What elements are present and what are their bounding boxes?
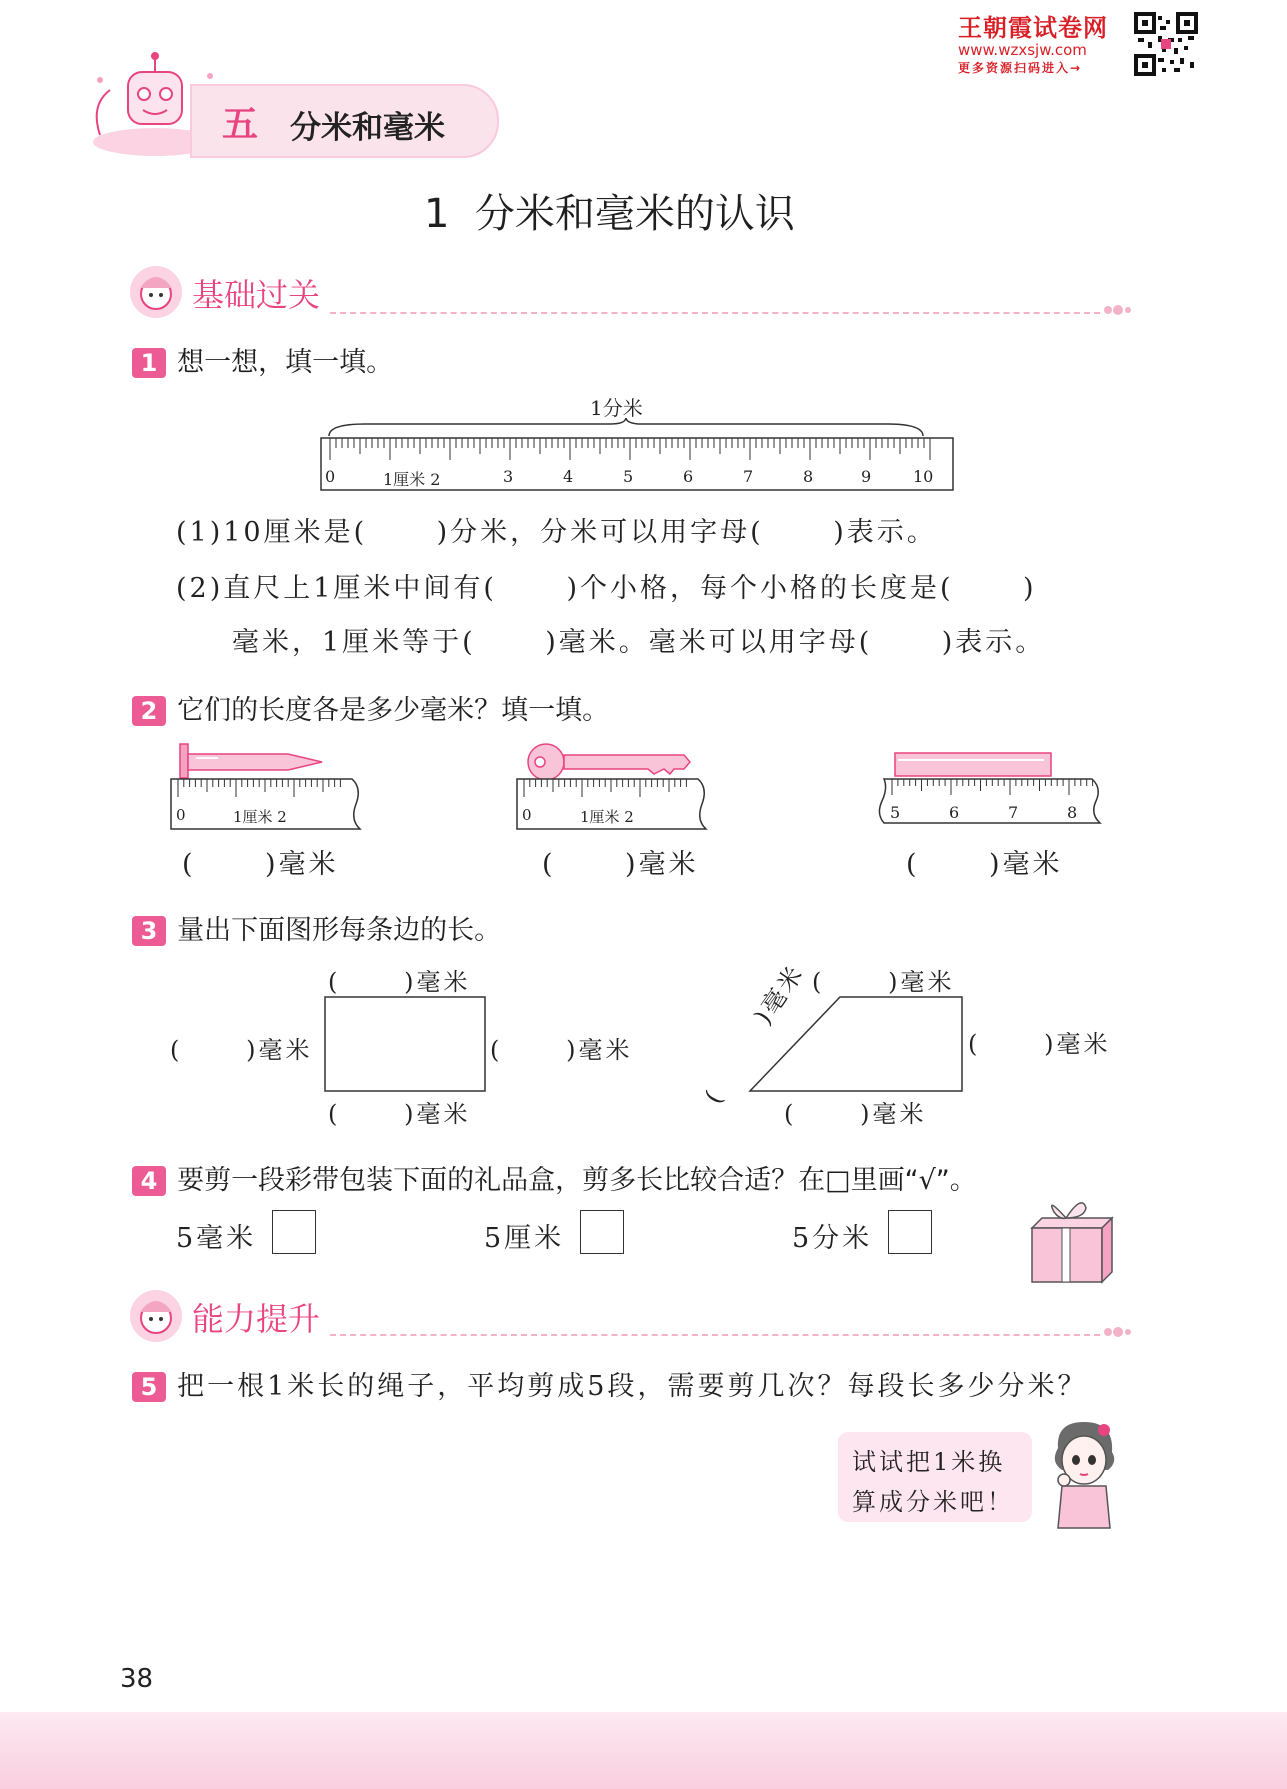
- question-3-header: [132, 908, 501, 947]
- ruler-c-label-5: 5: [890, 803, 901, 822]
- hint-line-2: 算成分米吧！: [852, 1488, 1014, 1516]
- para-corner-mark: (: [698, 1083, 730, 1109]
- question-number: 5: [132, 1372, 166, 1402]
- question-2-header: [132, 688, 609, 727]
- question-5-header: [132, 1364, 1087, 1403]
- rect-bottom-label: ( )毫米: [328, 1100, 471, 1128]
- divider-dots-icon: [1102, 1322, 1132, 1342]
- lesson-title: 1 分米和毫米的认识: [424, 191, 795, 237]
- question-4-header: [132, 1158, 977, 1197]
- rect-top-label: ( )毫米: [328, 968, 471, 996]
- ruler-tick-6: 6: [683, 467, 694, 486]
- question-1-header: [132, 340, 393, 379]
- option-5mm-checkbox[interactable]: [272, 1210, 316, 1254]
- option-5cm-checkbox[interactable]: [580, 1210, 624, 1254]
- q1-fill-line-3: 毫米，1厘米等于( )毫米。毫米可以用字母( )表示。: [232, 627, 1046, 658]
- option-5dm-label: 5分米: [792, 1223, 873, 1254]
- footer-band: [0, 1712, 1287, 1789]
- question-number: 1: [132, 348, 166, 378]
- girl-thinking-illustration: [1040, 1418, 1124, 1536]
- q1-fill-line-2: (2)直尺上1厘米中间有( )个小格，每个小格的长度是( ): [176, 573, 1037, 604]
- ruler-tick-0: 0: [325, 467, 336, 486]
- brand-name: 王朝霞试卷网: [958, 14, 1108, 42]
- student-avatar-icon: [128, 1288, 184, 1344]
- section-advanced-divider: [330, 1334, 1100, 1338]
- rect-left-label: ( )毫米: [170, 1036, 313, 1064]
- question-text: 想一想，填一填。: [177, 347, 394, 378]
- rect-right-label: ( )毫米: [490, 1036, 633, 1064]
- unit-title: 分米和毫米: [290, 110, 445, 146]
- option-5cm-label: 5厘米: [484, 1223, 565, 1254]
- question-text: 把一根1米长的绳子，平均剪成5段，需要剪几次？每段长多少分米？: [177, 1371, 1088, 1402]
- ruler-b-label-1: 1厘米 2: [580, 808, 634, 826]
- ruler-length-label: 1分米: [590, 396, 643, 420]
- question-text: 要剪一段彩带包装下面的礼品盒，剪多长比较合适？在□里画“√”。: [177, 1165, 977, 1196]
- question-text: 它们的长度各是多少毫米？填一填。: [177, 695, 610, 726]
- hint-bubble: [838, 1432, 1032, 1522]
- brand-logo: [958, 8, 1128, 76]
- ruler-c-label-7: 7: [1008, 803, 1019, 822]
- ruler-c-label-8: 8: [1067, 803, 1078, 822]
- para-slant-label: )毫米: [748, 959, 810, 1030]
- ruler-b-label-0: 0: [522, 806, 532, 824]
- q1-fill-line-1: (1)10厘米是( )分米，分米可以用字母( )表示。: [176, 517, 937, 548]
- question-number: 4: [132, 1166, 166, 1196]
- q2-answer-a: ( )毫米: [182, 849, 339, 880]
- nail-illustration: [178, 742, 328, 782]
- question-number: 2: [132, 696, 166, 726]
- para-top-label: ( )毫米: [812, 968, 955, 996]
- eraser-bar-illustration: [894, 752, 1054, 778]
- qr-code-icon[interactable]: [1134, 12, 1198, 76]
- ruler-tick-5: 5: [623, 467, 634, 486]
- option-5dm-checkbox[interactable]: [888, 1210, 932, 1254]
- section-advanced-title: 能力提升: [192, 1300, 321, 1338]
- gift-box-illustration: [1026, 1194, 1118, 1286]
- para-bottom-label: ( )毫米: [784, 1100, 927, 1128]
- ruler-tick-10: 10: [913, 467, 934, 486]
- para-right-label: ( )毫米: [968, 1030, 1111, 1058]
- rectangle-figure: [324, 996, 486, 1092]
- page-number: 38: [120, 1664, 154, 1694]
- ruler-tick-4: 4: [563, 467, 574, 486]
- q2-answer-b: ( )毫米: [542, 849, 699, 880]
- scan-hint: 更多资源扫码进入→: [958, 61, 1083, 75]
- q2-answer-c: ( )毫米: [906, 849, 1063, 880]
- ruler-tick-3: 3: [503, 467, 514, 486]
- ruler-tick-7: 7: [743, 467, 754, 486]
- hint-line-1: 试试把1米换: [852, 1448, 1006, 1476]
- option-5mm-label: 5毫米: [176, 1223, 257, 1254]
- ruler-tick-9: 9: [861, 467, 872, 486]
- ruler-tick-8: 8: [803, 467, 814, 486]
- ruler-a-label-0: 0: [176, 806, 186, 824]
- ruler-a-label-1: 1厘米 2: [233, 808, 287, 826]
- ruler-c-label-6: 6: [949, 803, 960, 822]
- unit-number: 五: [222, 104, 259, 145]
- divider-dots-icon: [1102, 300, 1132, 320]
- brand-url[interactable]: www.wzxsjw.com: [958, 41, 1087, 59]
- section-basic-title: 基础过关: [192, 276, 321, 314]
- ruler-brace: [325, 418, 927, 438]
- question-number: 3: [132, 916, 166, 946]
- ruler-tick-1: 1厘米 2: [383, 470, 441, 489]
- section-basic-divider: [330, 312, 1100, 316]
- question-text: 量出下面图形每条边的长。: [177, 915, 502, 946]
- student-avatar-icon: [128, 264, 184, 320]
